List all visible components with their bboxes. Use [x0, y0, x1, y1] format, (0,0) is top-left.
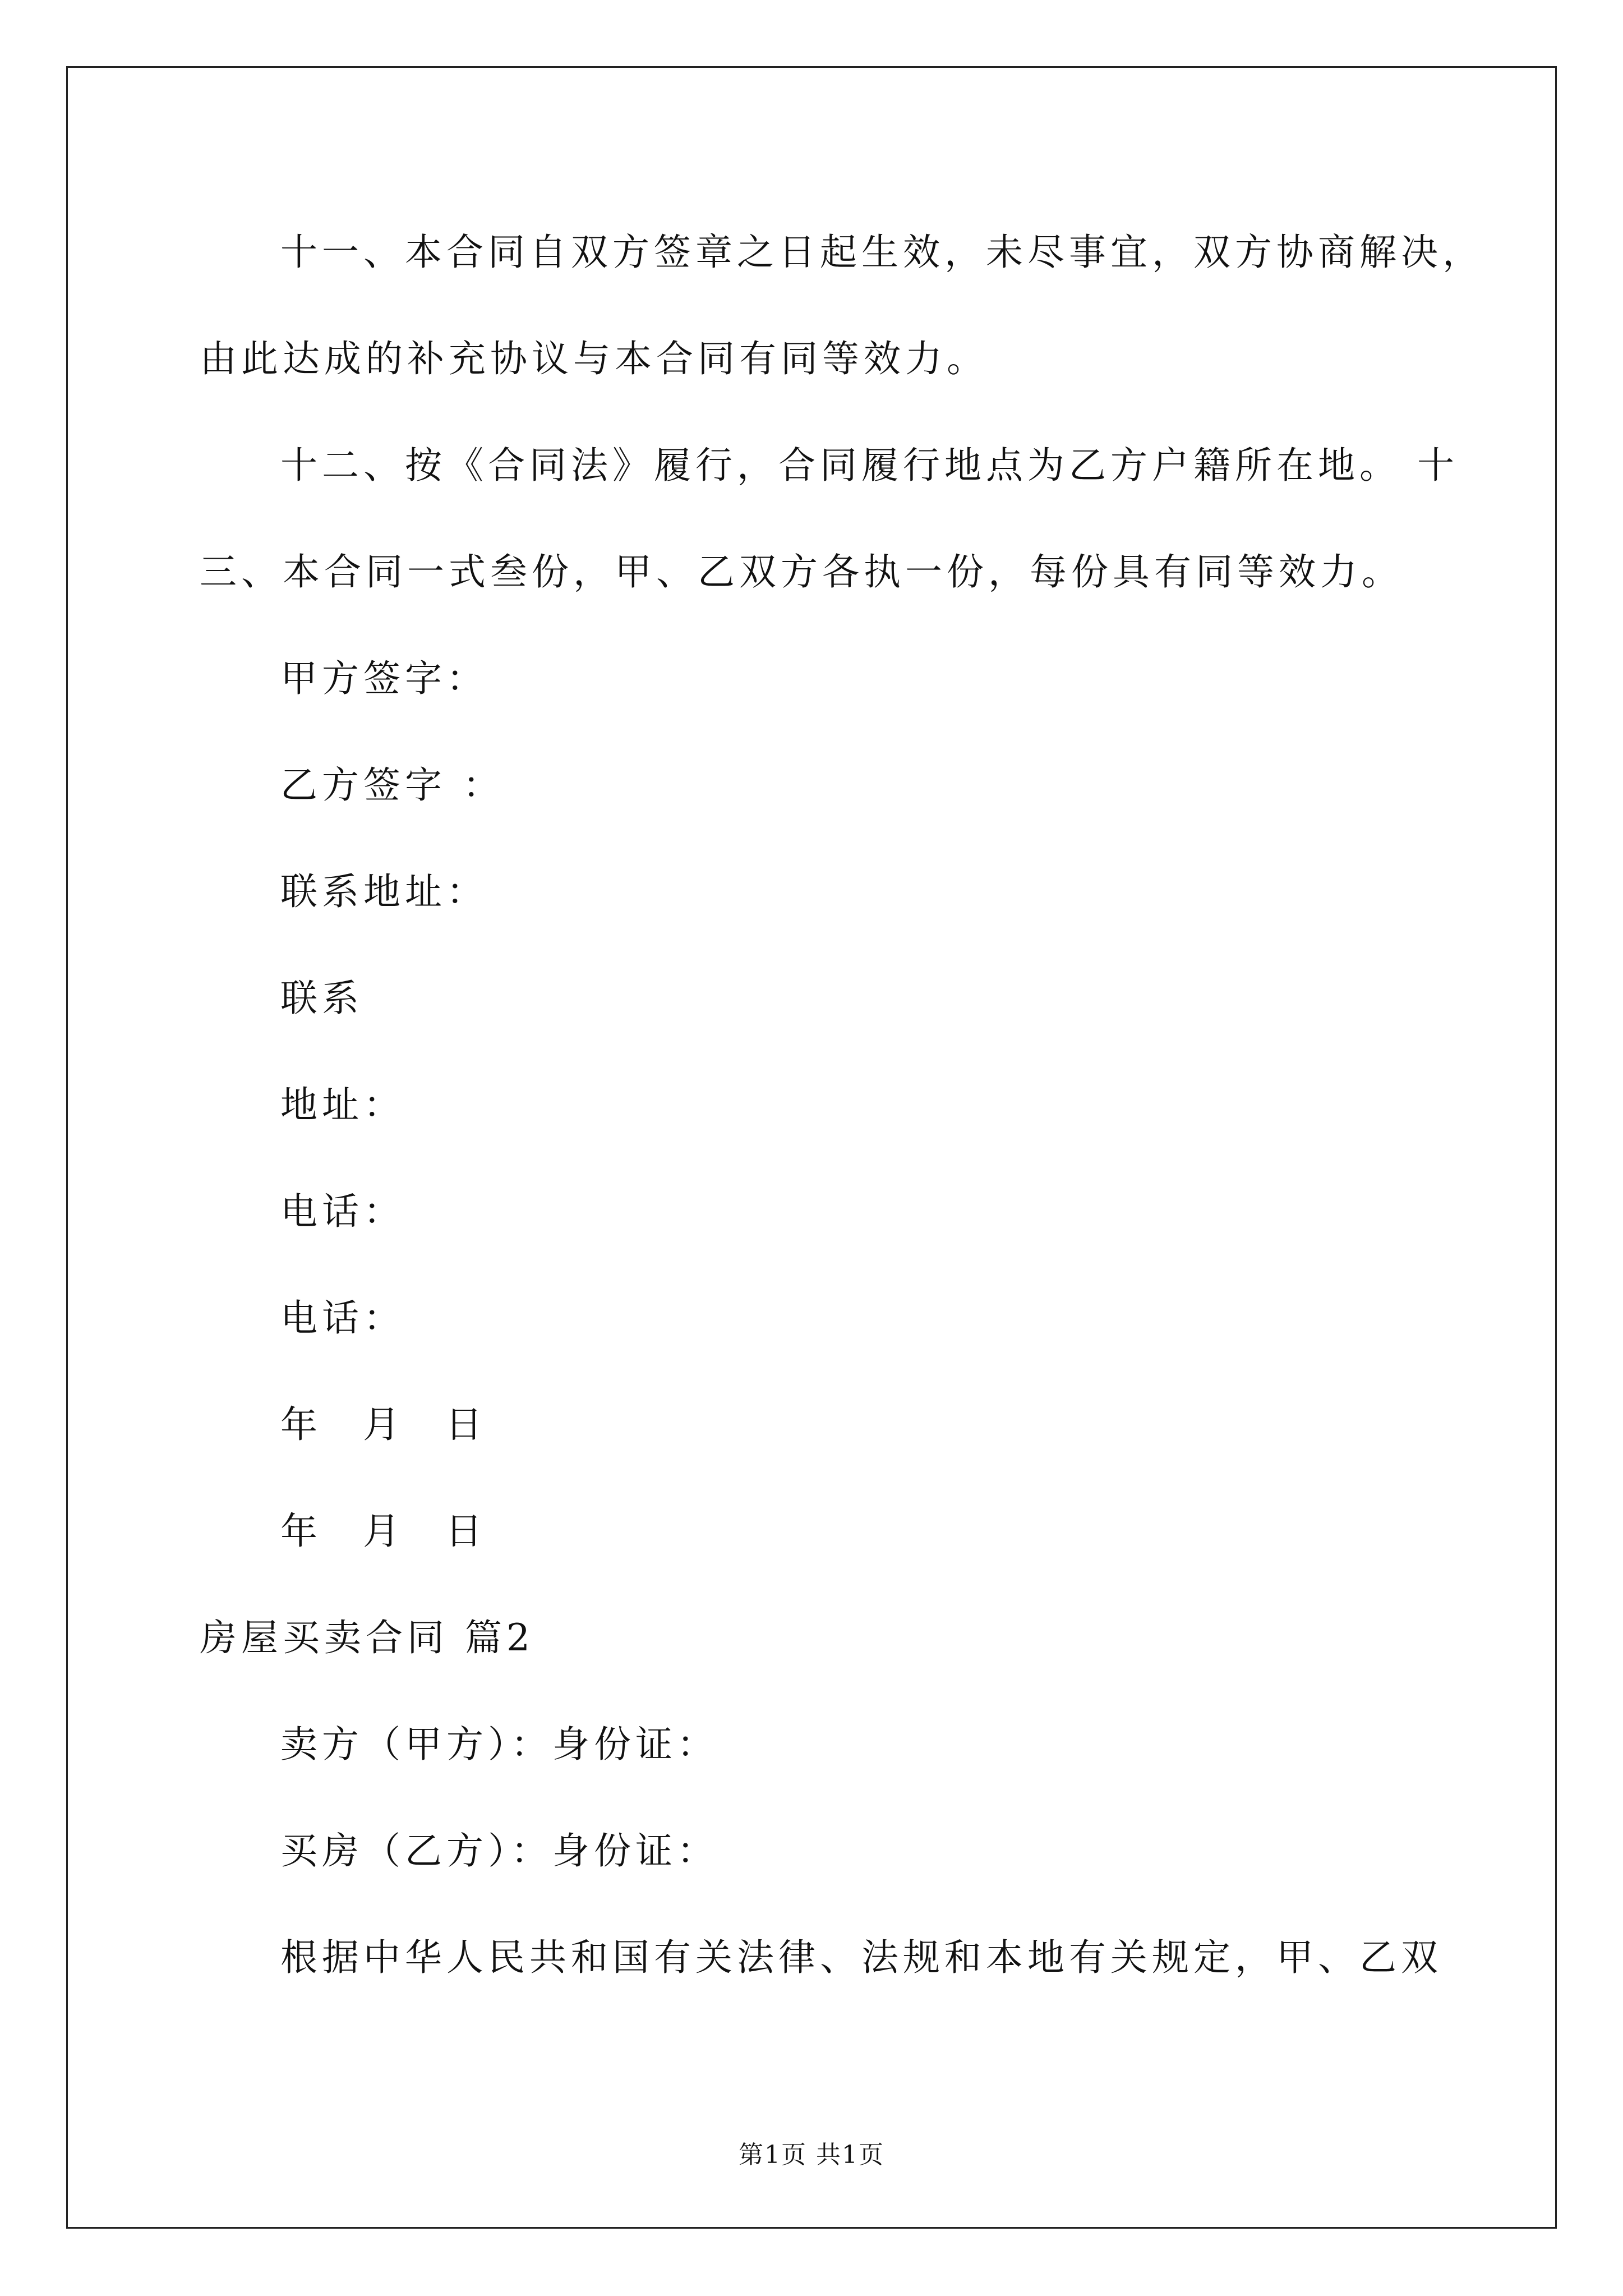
party-a-signature-label: 甲方签字：	[280, 657, 488, 700]
seller-line: 卖方（甲方）：身份证：	[280, 1723, 718, 1766]
page-border	[66, 66, 1557, 2229]
contact-label: 联系	[280, 977, 363, 1020]
clause-11-line-1: 十一、本合同自双方签章之日起生效，未尽事宜，双方协商解决，	[280, 231, 1484, 274]
phone-label-1: 电话：	[280, 1190, 405, 1233]
section-heading: 房屋买卖合同 篇2	[200, 1616, 534, 1659]
date-line-2: 年 月 日	[280, 1510, 499, 1553]
date-line-1: 年 月 日	[280, 1403, 499, 1446]
page-footer: 第1页 共1页	[739, 2141, 884, 2169]
contact-address-label: 联系地址：	[280, 870, 488, 913]
party-b-signature-label: 乙方签字 ：	[280, 763, 504, 807]
phone-label-2: 电话：	[280, 1296, 405, 1340]
clause-13-line: 三、本合同一式叁份，甲、乙双方各执一份，每份具有同等效力。	[200, 550, 1403, 593]
address-label: 地址：	[280, 1083, 405, 1126]
clause-12-line-1: 十二、按《合同法》履行，合同履行地点为乙方户籍所在地。 十	[280, 444, 1459, 487]
clause-11-line-2: 由此达成的补充协议与本合同有同等效力。	[200, 337, 988, 380]
preamble-line: 根据中华人民共和国有关法律、法规和本地有关规定，甲、乙双	[280, 1936, 1442, 1979]
buyer-line: 买房（乙方）：身份证：	[280, 1829, 718, 1872]
